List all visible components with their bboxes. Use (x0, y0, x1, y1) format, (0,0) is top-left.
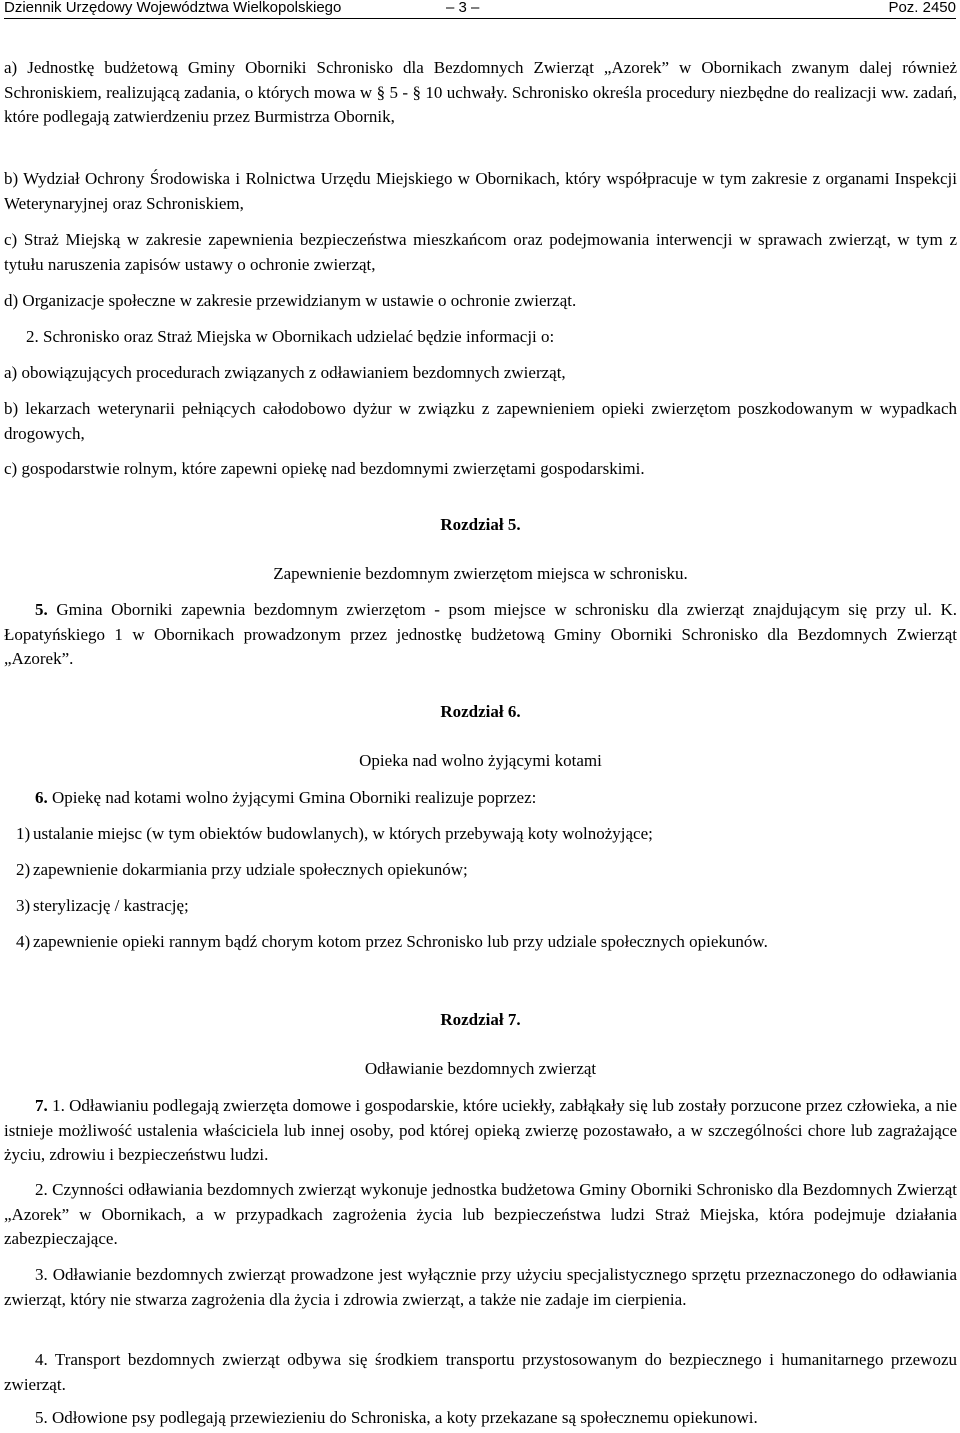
chapter-5-heading: Rozdział 5. (440, 515, 521, 534)
list-item-number: 4) (16, 932, 31, 951)
paragraph-6-text: Opiekę nad kotami wolno żyjącymi Gmina Oborniki realizuje poprzez: (52, 788, 537, 807)
list-item-number: 2) (16, 860, 31, 879)
paragraph-7-1 (4, 1094, 957, 1168)
running-header (4, 0, 956, 19)
item-2a: a) obowiązujących procedurach związanych z odławianiem bezdomnych zwierząt, (4, 363, 566, 382)
list-item-text: ustalanie miejsc (w tym obiektów budowlanych), w których przebywają koty wolnożyjące; (33, 824, 653, 843)
paragraph-5 (4, 598, 957, 672)
chapter-6-title: Opieka nad wolno żyjącymi kotami (359, 751, 602, 770)
chapter-5-title: Zapewnienie bezdomnym zwierzętom miejsca w schronisku. (273, 564, 688, 583)
page-number: – 3 – (446, 0, 480, 16)
paragraph-7-5: 5. Odłowione psy podlegają przewiezieniu do Schroniska, a koty przekazane są społecznemu opiekunowi. (35, 1408, 758, 1427)
chapter-7-heading: Rozdział 7. (440, 1010, 521, 1029)
item-2c: c) gospodarstwie rolnym, które zapewni opiekę nad bezdomnymi zwierzętami gospodarskimi. (4, 459, 645, 478)
chapter-6-heading: Rozdział 6. (440, 702, 521, 721)
list-item-text: zapewnienie opieki rannym bądź chorym kotom przez Schronisko lub przy udziale społecznych opiekunów. (33, 932, 768, 951)
list-item-text: sterylizację / kastrację; (33, 896, 189, 915)
paragraph-5-number: 5. (35, 600, 48, 619)
journal-title: Dziennik Urzędowy Województwa Wielkopolskiego (4, 0, 342, 16)
item-2b: b) lekarzach weterynarii pełniących całodobowo dyżur w związku z zapewnieniem opieki zwierzętom poszkodowanym w wypadkach drogowych, (4, 399, 957, 443)
paragraph-6 (4, 786, 957, 811)
paragraph-2: 2. Schronisko oraz Straż Miejska w Obornikach udzielać będzie informacji o: (26, 327, 555, 346)
item-a: a) Jednostkę budżetową Gminy Oborniki Schronisko dla Bezdomnych Zwierząt „Azorek” w Obornikach zwanym dalej również Schroniskiem, realizującą zadania, o których mowa w § 5 - § 10 uchwały. Schronisko określa procedury niezbędne do realizacji ww. zadań, które podlegają zatwierdzeniu przez Burmistrza Obornik, (4, 58, 957, 126)
position-number: Poz. 2450 (888, 0, 956, 16)
paragraph-7-1-text: 1. Odławianiu podlegają zwierzęta domowe i gospodarskie, które uciekły, zabłąkały się lub zostały porzucone przez człowieka, a nie istnieje możliwość ustalenia właściciela lub innej osoby, pod której opieką zwierzę pozostawało, a w szczególności chore lub zagrażające życiu, zdrowiu i bezpieczeństwu ludzi. (4, 1096, 957, 1164)
paragraph-7-2: 2. Czynności odławiania bezdomnych zwierząt wykonuje jednostka budżetowa Gminy Oborniki Schronisko dla Bezdomnych Zwierząt „Azorek” w Obornikach, a w przypadkach zagrożenia życia lub bezpieczeństwa ludzi Straż Miejska, która podejmuje działania zabezpieczające. (4, 1180, 957, 1248)
item-d: d) Organizacje społeczne w zakresie przewidzianym w ustawie o ochronie zwierząt. (4, 291, 577, 310)
paragraph-7-4: 4. Transport bezdomnych zwierząt odbywa się środkiem transportu przystosowanym do bezpiecznego i humanitarnego przewozu zwierząt. (4, 1350, 957, 1394)
item-c: c) Straż Miejską w zakresie zapewnienia bezpieczeństwa mieszkańcom oraz podejmowania interwencji w sprawach zwierząt, w tym z tytułu naruszenia zapisów ustawy o ochronie zwierząt, (4, 230, 957, 274)
list-item-number: 3) (16, 896, 31, 915)
list-item-text: zapewnienie dokarmiania przy udziale społecznych opiekunów; (33, 860, 468, 879)
paragraph-5-text: Gmina Oborniki zapewnia bezdomnym zwierzętom - psom miejsce w schronisku dla zwierząt znajdującym się przy ul. K. Łopatyńskiego 1 w Obornikach prowadzonym przez jednostkę budżetową Gminy Oborniki Schronisko dla Bezdomnych Zwierząt „Azorek”. (4, 600, 958, 668)
chapter-7-title: Odławianie bezdomnych zwierząt (364, 1059, 597, 1078)
paragraph-7-3: 3. Odławianie bezdomnych zwierząt prowadzone jest wyłącznie przy użyciu specjalistycznego sprzętu przeznaczonego do odławiania zwierząt, który nie stwarza zagrożenia dla życia i zdrowia zwierząt, a także nie zadaje im cierpienia. (4, 1265, 957, 1309)
paragraph-6-number: 6. (35, 788, 48, 807)
item-b: b) Wydział Ochrony Środowiska i Rolnictwa Urzędu Miejskiego w Obornikach, który współpracuje w tym zakresie z organami Inspekcji Weterynaryjnej oraz Schroniskiem, (4, 169, 957, 213)
list-item-number: 1) (16, 824, 31, 843)
paragraph-7-number: 7. (35, 1096, 48, 1115)
